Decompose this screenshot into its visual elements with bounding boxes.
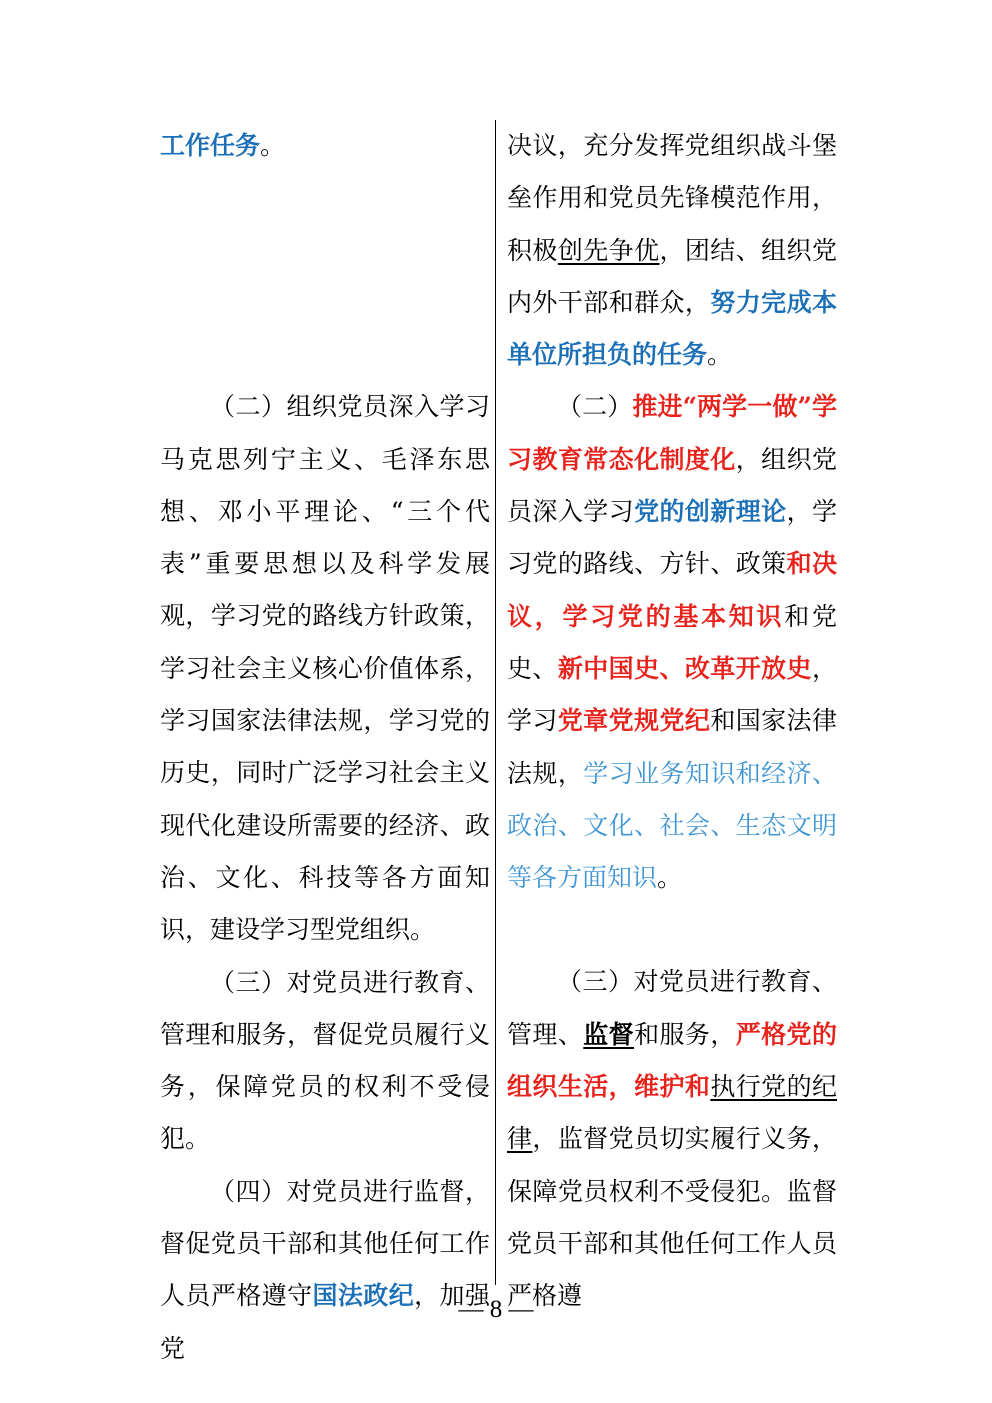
highlight-blue: 工作任务	[160, 131, 261, 160]
left-paragraph-4	[160, 1166, 490, 1375]
text-run: ，学习	[507, 653, 837, 736]
text-run: （二）	[557, 392, 633, 422]
text-run: ，团结、组织党内外干部和群众，	[507, 235, 837, 317]
text-run: （四）对党员进行监督，督促党员干部和其他任何工作人员严格遵守	[160, 1176, 490, 1311]
highlight-red: 推进“两学一做”学习教育常态化制度化	[507, 392, 837, 474]
highlight-blue: 努力完成本单位所担负的任务	[507, 287, 837, 370]
right-paragraph-1	[507, 120, 837, 381]
text-run: 和服务，	[634, 1019, 736, 1049]
highlight-light-blue: 学习业务知识和经济、政治、文化、社会、生态文明等各方面知识	[507, 758, 837, 893]
left-column	[160, 120, 490, 1375]
text-run: ，组织党员深入学习	[507, 444, 837, 527]
text-run: ，监督党员切实履行义务，保障党员权利不受侵犯。监督党员干部和其他任何工作人员严格遵	[507, 1124, 837, 1311]
right-paragraph-3	[507, 956, 837, 1322]
right-paragraph-2	[507, 381, 837, 904]
highlight-red: 党章党规党纪	[557, 706, 711, 736]
highlight-blue: 国法政纪	[312, 1281, 415, 1311]
text-run: 。	[657, 863, 683, 893]
left-paragraph-2: （二）组织党员深入学习马克思列宁主义、毛泽东思想、邓小平理论、“三个代表”重要思想以及科学发展观，学习党的路线方针政策，学习社会主义核心价值体系，学习国家法律法规，学习党的历史，同时广泛学习社会主义现代化建设所需要的经济、政治、文化、科技等各方面知识，建设学习型党组织。	[160, 392, 490, 945]
left-paragraph-3: （三）对党员进行教育、管理和服务，督促党员履行义务，保障党员的权利不受侵犯。	[160, 967, 490, 1154]
text-run: ，加强党	[160, 1281, 490, 1363]
text-run: 和党史、	[507, 601, 837, 683]
underlined-text: 创先争优	[557, 235, 660, 265]
left-paragraph-1	[160, 120, 490, 172]
text-run: （三）对党员进行教育、管理、	[507, 967, 837, 1049]
column-divider	[495, 120, 496, 1285]
spacer	[507, 904, 837, 956]
spacer	[160, 172, 490, 381]
highlight-red: 和决议	[507, 549, 837, 631]
highlight-red: 学习党的基本知识	[562, 601, 785, 631]
text-run: 和国家法律法规，	[507, 706, 837, 788]
underlined-bold-text: 监督	[583, 1019, 635, 1049]
text-run: 。	[260, 131, 286, 160]
highlight-red: ，	[534, 601, 563, 631]
text-run: 。	[707, 340, 733, 370]
underlined-text: 执行党的纪律	[507, 1072, 837, 1154]
highlight-red: 严格党的组织生活，维护和	[507, 1019, 837, 1102]
highlight-red: 新中国史、改革开放史	[557, 653, 812, 683]
text-run: ，学习党的路线、方针、政策	[507, 497, 837, 579]
page-number: — 8 —	[458, 1296, 534, 1323]
right-column	[507, 120, 837, 1323]
text-run: 决议，充分发挥党组织战斗堡垒作用和党员先锋模范作用，积极	[507, 131, 837, 265]
highlight-blue: 党的创新理论	[634, 497, 787, 527]
